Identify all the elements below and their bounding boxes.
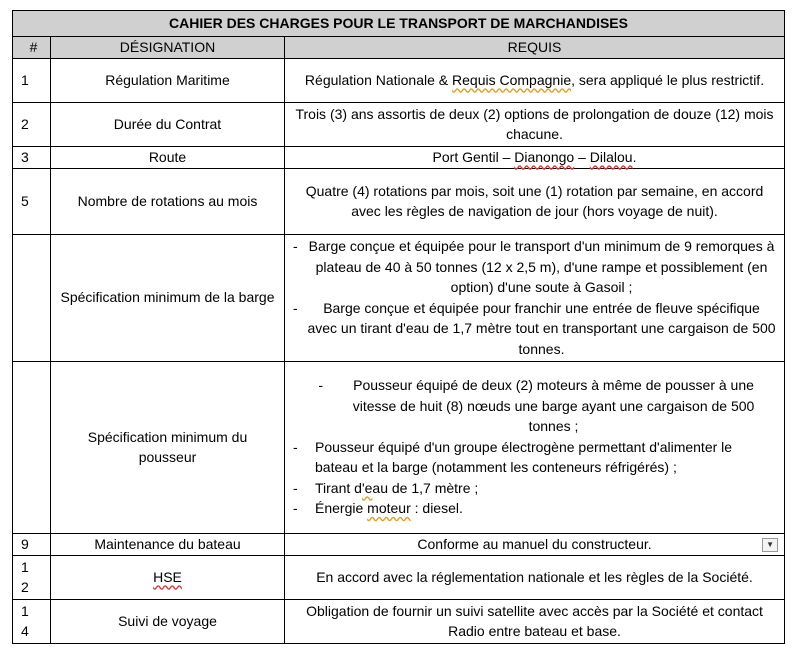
header-designation: DÉSIGNATION bbox=[51, 37, 285, 59]
table-row bbox=[13, 146, 785, 168]
table-row bbox=[13, 234, 785, 361]
header-requis: REQUIS bbox=[285, 37, 785, 59]
row-designation: Suivi de voyage bbox=[51, 599, 285, 643]
list-item: - Barge conçue et équipée pour le transport d'un minimum de 9 remorques à plateau de 40 à 50 tonnes (12 x 2,5 m), d'une rampe et possiblement (en option) d'une soute à Gasoil ; bbox=[293, 236, 776, 298]
list-item: - Pousseur équipé de deux (2) moteurs à même de pousser à une vitesse de huit (8) nœuds une barge ayant une cargaison de 500 tonnes ; bbox=[293, 375, 776, 437]
table-row bbox=[13, 58, 785, 102]
table-row bbox=[13, 102, 785, 146]
list-item: - Pousseur équipé d'un groupe électrogène permettant d'alimenter le bateau et la barge (notamment les conteneurs réfrigérés) ; bbox=[293, 437, 776, 478]
table-row bbox=[13, 599, 785, 643]
row-num: 1 4 bbox=[13, 599, 51, 643]
dash-bullet: - bbox=[293, 479, 298, 496]
row-designation: Régulation Maritime bbox=[51, 58, 285, 102]
table-row bbox=[13, 168, 785, 234]
row-designation: HSE bbox=[51, 555, 285, 599]
row-requis: En accord avec la réglementation nationale et les règles de la Société. bbox=[285, 555, 785, 599]
row-num bbox=[13, 234, 51, 361]
list-item: - Tirant d'eau de 1,7 mètre ; bbox=[293, 478, 776, 499]
row-designation: Spécification minimum de la barge bbox=[51, 234, 285, 361]
row-designation: Spécification minimum du pousseur bbox=[51, 361, 285, 533]
row-requis: Conforme au manuel du constructeur. ▼ bbox=[285, 533, 785, 555]
row-requis: Trois (3) ans assortis de deux (2) options de prolongation de douze (12) mois chacune. bbox=[285, 102, 785, 146]
row-requis: Régulation Nationale & Requis Compagnie, sera appliqué le plus restrictif. bbox=[285, 58, 785, 102]
dash-bullet: - bbox=[293, 299, 298, 316]
row-designation: Maintenance du bateau bbox=[51, 533, 285, 555]
table-row bbox=[13, 361, 785, 533]
row-num: 2 bbox=[13, 102, 51, 146]
row-num bbox=[13, 361, 51, 533]
row-num: 5 bbox=[13, 168, 51, 234]
row-num: 3 bbox=[13, 146, 51, 168]
row-requis: Quatre (4) rotations par mois, soit une (1) rotation par semaine, en accord avec les règles de navigation de jour (hors voyage de nuit). bbox=[285, 168, 785, 234]
row-requis: Obligation de fournir un suivi satellite avec accès par la Société et contact Radio entre bateau et base. bbox=[285, 599, 785, 643]
row-num: 1 2 bbox=[13, 555, 51, 599]
dash-bullet: - bbox=[318, 377, 323, 394]
dash-bullet: - bbox=[293, 500, 298, 517]
dropdown-arrow-icon[interactable]: ▼ bbox=[762, 538, 778, 552]
table-title: CAHIER DES CHARGES POUR LE TRANSPORT DE MARCHANDISES bbox=[13, 11, 785, 37]
row-designation: Nombre de rotations au mois bbox=[51, 168, 285, 234]
dash-bullet: - bbox=[293, 238, 298, 254]
list-item: - Énergie moteur : diesel. bbox=[293, 498, 776, 519]
list-item: - Barge conçue et équipée pour franchir une entrée de fleuve spécifique avec un tirant d'eau de 1,7 mètre tout en transportant une cargaison de 500 tonnes. bbox=[293, 298, 776, 360]
row-designation: Route bbox=[51, 146, 285, 168]
dash-bullet: - bbox=[293, 438, 298, 455]
table-row bbox=[13, 555, 785, 599]
row-requis bbox=[285, 361, 785, 533]
row-requis: Port Gentil – Dianongo – Dilalou. bbox=[285, 146, 785, 168]
spec-table bbox=[12, 10, 785, 644]
table-row bbox=[13, 533, 785, 555]
row-requis bbox=[285, 234, 785, 361]
row-num: 1 bbox=[13, 58, 51, 102]
row-num: 9 bbox=[13, 533, 51, 555]
header-num: # bbox=[13, 37, 51, 59]
row-designation: Durée du Contrat bbox=[51, 102, 285, 146]
